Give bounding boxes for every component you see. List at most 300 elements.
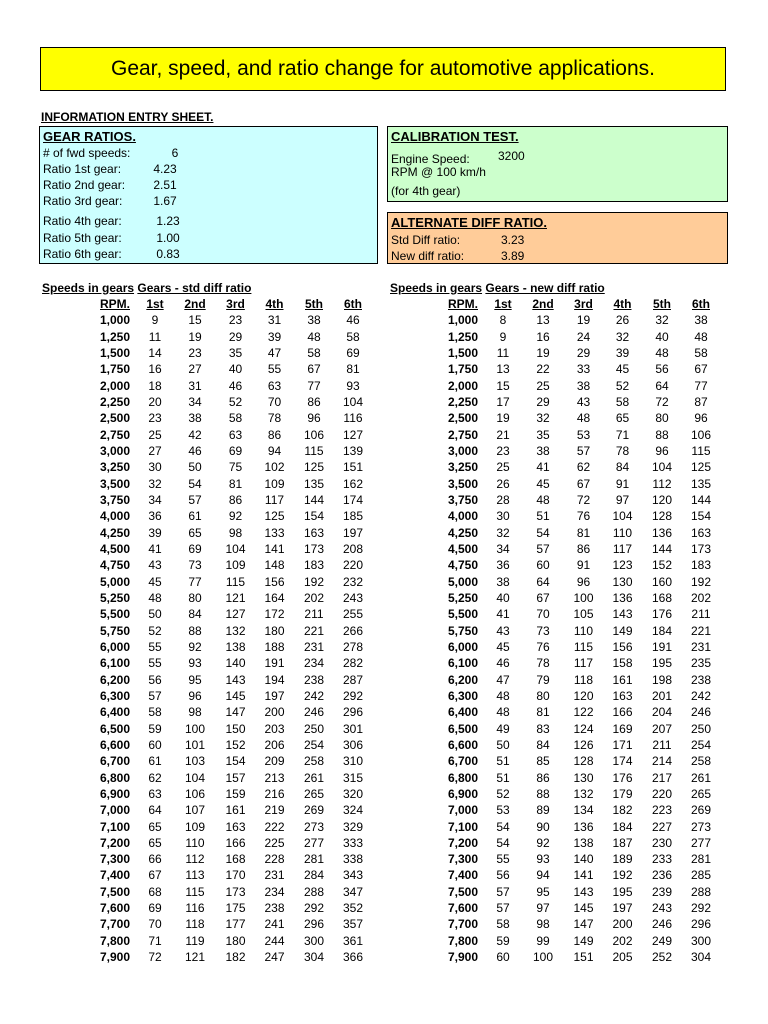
alt-diff-heading: ALTERNATE DIFF RATIO. — [391, 215, 547, 230]
speed-cell: 304 — [303, 950, 325, 965]
speed-cell: 106 — [303, 427, 325, 442]
speed-cell: 81 — [576, 525, 591, 540]
speed-cell: 16 — [148, 362, 162, 377]
speed-cell: 250 — [690, 721, 712, 736]
table-row — [388, 819, 720, 835]
speed-cell: 197 — [264, 688, 285, 703]
table-row — [388, 525, 720, 541]
speed-cell: 197 — [612, 901, 633, 916]
gear-ratio-value[interactable]: 4.23 — [153, 162, 177, 176]
gear-ratios-heading: GEAR RATIOS. — [43, 129, 136, 144]
new-diff-value[interactable]: 3.89 — [501, 249, 525, 263]
speed-cell: 292 — [690, 901, 712, 916]
table-row — [40, 623, 372, 639]
table-row — [40, 541, 372, 557]
speed-cell: 231 — [264, 868, 285, 883]
speed-cell: 98 — [188, 705, 202, 720]
speed-cell: 93 — [188, 656, 202, 671]
rpm-cell: 7,100 — [447, 819, 478, 834]
speed-cell: 220 — [342, 558, 364, 573]
speed-cell: 106 — [690, 427, 712, 442]
speed-cell: 15 — [188, 313, 202, 328]
speed-cell: 50 — [148, 607, 162, 622]
speed-cell: 54 — [188, 476, 202, 491]
speed-cell: 242 — [690, 688, 712, 703]
rpm-cell: 7,200 — [447, 835, 478, 850]
table-row — [388, 606, 720, 622]
speed-cell: 116 — [343, 411, 363, 426]
speed-cell: 81 — [536, 705, 550, 720]
speed-cell: 80 — [536, 688, 550, 703]
speed-cell: 25 — [496, 460, 510, 475]
speed-cell: 86 — [576, 541, 591, 556]
speed-cell: 164 — [264, 590, 285, 605]
rpm-cell: 5,750 — [447, 623, 478, 638]
speed-cell: 56 — [655, 362, 669, 377]
speed-cell: 220 — [651, 786, 673, 801]
speed-cell: 343 — [342, 868, 364, 883]
speed-cell: 69 — [148, 901, 162, 916]
table-row — [388, 329, 720, 345]
speed-cell: 170 — [225, 868, 246, 883]
gear-ratio-value[interactable]: 1.00 — [156, 231, 180, 245]
speed-cell: 48 — [496, 705, 510, 720]
speed-cell: 176 — [612, 770, 633, 785]
speed-cell: 159 — [225, 786, 246, 801]
speed-cell: 156 — [264, 574, 285, 589]
speed-cell: 243 — [651, 901, 673, 916]
rpm-label: RPM @ 100 km/h — [391, 165, 486, 179]
speed-cell: 135 — [303, 476, 325, 491]
sheet-label: INFORMATION ENTRY SHEET. — [41, 110, 214, 124]
speed-cell: 30 — [148, 460, 162, 475]
speed-cell: 156 — [612, 639, 633, 654]
speed-cell: 357 — [342, 917, 364, 932]
speed-cell: 239 — [651, 884, 673, 899]
rpm-cell: 6,900 — [99, 786, 130, 801]
speed-cell: 124 — [573, 721, 594, 736]
rpm-cell: 7,400 — [99, 868, 130, 883]
speed-cell: 36 — [148, 509, 162, 524]
new-table-body — [388, 312, 720, 965]
table-row — [40, 802, 372, 818]
speed-cell: 133 — [264, 525, 285, 540]
speed-cell: 58 — [148, 705, 162, 720]
speed-cell: 125 — [303, 460, 325, 475]
speed-cell: 121 — [184, 950, 206, 965]
speed-cell: 147 — [573, 917, 594, 932]
speed-cell: 166 — [612, 705, 633, 720]
speed-cell: 122 — [573, 705, 594, 720]
speed-cell: 177 — [225, 917, 246, 932]
speed-cell: 324 — [342, 803, 364, 818]
gear-ratio-value[interactable]: 6 — [171, 146, 179, 160]
speed-cell: 329 — [342, 819, 364, 834]
speed-cell: 62 — [148, 770, 162, 785]
gear-ratio-value[interactable]: 0.83 — [156, 247, 180, 261]
speed-cell: 51 — [496, 754, 510, 769]
rpm-cell: 2,500 — [99, 411, 130, 426]
speed-cell: 207 — [651, 721, 673, 736]
speed-cell: 258 — [303, 754, 325, 769]
speed-cell: 135 — [690, 476, 712, 491]
speed-cell: 123 — [612, 558, 633, 573]
gear-ratio-value[interactable]: 1.23 — [156, 214, 180, 228]
rpm-cell: 6,600 — [99, 737, 130, 752]
speed-cell: 32 — [655, 313, 669, 328]
speed-cell: 182 — [612, 803, 633, 818]
speed-cell: 116 — [185, 901, 205, 916]
speed-cell: 88 — [536, 786, 550, 801]
speed-cell: 182 — [225, 950, 246, 965]
rpm-cell: 4,000 — [99, 509, 130, 524]
speed-cell: 163 — [612, 688, 633, 703]
speed-cell: 219 — [264, 803, 285, 818]
speed-cell: 104 — [184, 770, 206, 785]
table-row — [388, 949, 720, 965]
speed-cell: 47 — [267, 345, 282, 360]
table-row — [388, 312, 720, 328]
speed-cell: 34 — [188, 394, 202, 409]
speed-cell: 306 — [342, 737, 364, 752]
speed-cell: 16 — [536, 329, 550, 344]
speed-cell: 273 — [690, 819, 712, 834]
speed-cell: 192 — [303, 574, 325, 589]
speed-cell: 115 — [573, 639, 594, 654]
rpm-cell: 7,000 — [447, 803, 478, 818]
speed-cell: 104 — [651, 460, 673, 475]
speed-cell: 281 — [690, 852, 712, 867]
speed-cell: 84 — [536, 737, 550, 752]
speed-cell: 43 — [148, 558, 162, 573]
speed-cell: 296 — [690, 917, 712, 932]
speed-cell: 78 — [615, 443, 630, 458]
speed-cell: 138 — [225, 639, 246, 654]
speed-cell: 175 — [225, 901, 246, 916]
gear-ratio-value[interactable]: 2.51 — [153, 178, 177, 192]
speed-cell: 95 — [188, 672, 202, 687]
speed-cell: 57 — [536, 541, 550, 556]
speed-cell: 285 — [690, 868, 712, 883]
std-section-label — [42, 281, 251, 295]
speed-cell: 31 — [188, 378, 202, 393]
speed-cell: 109 — [225, 558, 246, 573]
speed-cell: 48 — [694, 329, 708, 344]
speed-cell: 90 — [536, 819, 550, 834]
speed-cell: 130 — [612, 574, 633, 589]
speed-cell: 104 — [225, 541, 246, 556]
gear-ratios-panel — [39, 126, 378, 264]
speed-cell: 102 — [264, 460, 285, 475]
speed-cell: 198 — [651, 672, 673, 687]
speed-cell: 202 — [612, 933, 633, 948]
speed-cell: 304 — [690, 950, 712, 965]
rpm-cell: 4,500 — [99, 541, 130, 556]
std-table-body — [40, 312, 372, 965]
speed-cell: 163 — [690, 525, 712, 540]
rpm-cell: 1,500 — [447, 345, 478, 360]
speed-cell: 247 — [264, 950, 285, 965]
rpm-cell: 6,200 — [99, 672, 130, 687]
speed-cell: 261 — [690, 770, 712, 785]
rpm-cell: 5,000 — [99, 574, 130, 589]
rpm-cell: 6,000 — [447, 639, 478, 654]
speed-cell: 58 — [346, 329, 360, 344]
gear-ratio-value[interactable]: 1.67 — [153, 194, 177, 208]
rpm-cell: 2,000 — [447, 378, 478, 393]
speed-cell: 19 — [536, 345, 550, 360]
std-diff-label: Std Diff ratio: — [391, 233, 461, 247]
speed-cell: 76 — [576, 509, 591, 524]
gear-ratio-label: Ratio 5th gear: — [43, 231, 122, 245]
speed-cell: 200 — [264, 705, 285, 720]
speed-cell: 70 — [148, 917, 162, 932]
rpm-cell: 6,100 — [99, 656, 130, 671]
speed-cell: 64 — [536, 574, 550, 589]
std-diff-value[interactable]: 3.23 — [501, 233, 525, 247]
rpm-cell: 7,400 — [447, 868, 478, 883]
calibration-panel — [387, 126, 728, 202]
speed-cell: 49 — [496, 721, 510, 736]
speed-cell: 57 — [496, 901, 510, 916]
table-row — [388, 753, 720, 769]
speed-cell: 169 — [612, 721, 633, 736]
rpm-cell: 2,500 — [447, 411, 478, 426]
speed-cell: 300 — [690, 933, 712, 948]
speed-cell: 246 — [651, 917, 673, 932]
speed-cell: 67 — [148, 868, 162, 883]
rpm-cell: 1,500 — [99, 345, 130, 360]
rpm-cell: 7,700 — [447, 917, 478, 932]
speed-cell: 110 — [612, 525, 633, 540]
speed-cell: 95 — [536, 884, 550, 899]
speed-cell: 58 — [615, 394, 630, 409]
table-row — [40, 639, 372, 655]
speed-cell: 96 — [307, 411, 321, 426]
rpm-cell: 6,500 — [447, 721, 478, 736]
speed-cell: 36 — [496, 558, 510, 573]
speed-cell: 91 — [615, 476, 630, 491]
speed-cell: 29 — [576, 345, 591, 360]
speed-cell: 144 — [303, 492, 325, 507]
speed-cell: 315 — [342, 770, 364, 785]
speed-cell: 75 — [228, 460, 243, 475]
speed-cell: 45 — [148, 574, 162, 589]
speed-cell: 223 — [651, 803, 673, 818]
speed-cell: 86 — [307, 394, 321, 409]
speed-cell: 214 — [651, 754, 673, 769]
speed-cell: 38 — [496, 574, 510, 589]
speed-cell: 104 — [612, 509, 633, 524]
table-row — [388, 590, 720, 606]
speed-cell: 230 — [651, 835, 673, 850]
rpm-cell: 4,000 — [447, 509, 478, 524]
speed-cell: 211 — [652, 737, 672, 752]
speed-cell: 15 — [496, 378, 510, 393]
speed-cell: 100 — [573, 590, 594, 605]
speed-cell: 145 — [225, 688, 246, 703]
speed-cell: 33 — [576, 362, 591, 377]
speed-cell: 99 — [536, 933, 550, 948]
speed-cell: 48 — [307, 329, 321, 344]
speed-cell: 58 — [307, 345, 321, 360]
speed-cell: 117 — [264, 492, 285, 507]
speed-cell: 30 — [496, 509, 510, 524]
speed-cell: 26 — [615, 313, 630, 328]
rpm-cell: 3,000 — [447, 443, 478, 458]
speed-cell: 238 — [264, 901, 285, 916]
speed-cell: 288 — [690, 884, 712, 899]
rpm-cell: 5,500 — [447, 607, 478, 622]
speed-cell: 88 — [188, 623, 202, 638]
speed-cell: 140 — [573, 852, 594, 867]
rpm-cell: 6,300 — [447, 688, 478, 703]
speed-cell: 93 — [346, 378, 360, 393]
speed-cell: 191 — [264, 656, 285, 671]
table-row — [388, 672, 720, 688]
speed-cell: 246 — [303, 705, 325, 720]
table-row — [40, 525, 372, 541]
speed-cell: 23 — [148, 411, 162, 426]
new-section-prefix: Speeds in gears — [390, 281, 483, 295]
speed-cell: 48 — [148, 590, 162, 605]
speed-cell: 188 — [264, 639, 285, 654]
table-row — [40, 312, 372, 328]
speed-cell: 54 — [536, 525, 550, 540]
speed-cell: 23 — [228, 313, 243, 328]
speed-cell: 72 — [576, 492, 591, 507]
column-header-gear: 6th — [344, 297, 362, 311]
table-row — [388, 737, 720, 753]
speed-cell: 52 — [228, 394, 243, 409]
table-row — [40, 378, 372, 394]
rpm-cell: 7,600 — [99, 901, 130, 916]
rpm-cell: 3,500 — [99, 476, 130, 491]
speed-cell: 78 — [267, 411, 282, 426]
table-row — [40, 688, 372, 704]
speed-cell: 57 — [188, 492, 202, 507]
rpm-cell: 5,250 — [99, 590, 130, 605]
speed-cell: 366 — [342, 950, 364, 965]
speed-cell: 54 — [496, 819, 510, 834]
speed-cell: 115 — [225, 574, 246, 589]
column-header-gear: 3rd — [226, 297, 245, 311]
speed-cell: 145 — [573, 901, 594, 916]
speed-cell: 115 — [304, 443, 324, 458]
table-row — [40, 345, 372, 361]
speed-cell: 132 — [225, 623, 246, 638]
speed-cell: 110 — [573, 623, 594, 638]
speed-cell: 227 — [651, 819, 673, 834]
new-section-title: Gears - new diff ratio — [485, 281, 605, 295]
speed-cell: 57 — [496, 884, 510, 899]
speed-cell: 258 — [690, 754, 712, 769]
speed-cell: 115 — [691, 443, 711, 458]
calibration-heading: CALIBRATION TEST. — [391, 129, 519, 144]
speed-cell: 152 — [651, 558, 673, 573]
speed-cell: 166 — [225, 835, 246, 850]
table-row — [388, 770, 720, 786]
rpm-cell: 7,300 — [99, 852, 130, 867]
speed-cell: 97 — [615, 492, 630, 507]
speed-cell: 55 — [267, 362, 282, 377]
speed-cell: 231 — [690, 639, 712, 654]
speed-cell: 60 — [496, 950, 510, 965]
speed-cell: 55 — [148, 639, 162, 654]
speed-cell: 26 — [496, 476, 510, 491]
column-header-gear: 4th — [265, 297, 284, 311]
column-header-gear: 4th — [613, 297, 632, 311]
rpm-cell: 6,900 — [447, 786, 478, 801]
speed-cell: 246 — [690, 705, 712, 720]
speed-cell: 23 — [496, 443, 510, 458]
speed-cell: 62 — [576, 460, 591, 475]
speed-cell: 69 — [346, 345, 360, 360]
speed-cell: 301 — [342, 721, 364, 736]
speed-cell: 203 — [264, 721, 285, 736]
speed-cell: 32 — [496, 525, 510, 540]
speed-cell: 19 — [576, 313, 591, 328]
speed-cell: 96 — [188, 688, 202, 703]
speed-cell: 197 — [342, 525, 364, 540]
speed-cell: 168 — [225, 852, 246, 867]
rpm-cell: 4,250 — [99, 525, 130, 540]
column-header-gear: 2nd — [184, 297, 206, 311]
speed-cell: 56 — [148, 672, 162, 687]
rpm-cell: 5,250 — [447, 590, 478, 605]
speed-cell: 278 — [342, 639, 364, 654]
rpm-cell: 6,600 — [447, 737, 478, 752]
speed-cell: 34 — [496, 541, 510, 556]
rpm-cell: 6,700 — [447, 754, 478, 769]
speed-cell: 20 — [148, 394, 162, 409]
speed-cell: 173 — [303, 541, 325, 556]
speed-cell: 143 — [612, 607, 633, 622]
table-row — [388, 786, 720, 802]
rpm-cell: 7,600 — [447, 901, 478, 916]
speed-cell: 104 — [342, 394, 364, 409]
speed-cell: 287 — [342, 672, 364, 687]
table-row — [40, 704, 372, 720]
std-section-title: Gears - std diff ratio — [137, 281, 252, 295]
speed-cell: 80 — [188, 590, 202, 605]
rpm-cell: 1,000 — [447, 313, 478, 328]
speed-cell: 150 — [225, 721, 246, 736]
speed-cell: 148 — [264, 558, 285, 573]
rpm-cell: 2,750 — [99, 427, 130, 442]
table-row — [40, 786, 372, 802]
speed-cell: 320 — [342, 786, 364, 801]
speed-cell: 204 — [651, 705, 673, 720]
speed-cell: 173 — [225, 884, 246, 899]
new-table-header — [388, 296, 720, 312]
speed-cell: 72 — [148, 950, 162, 965]
speed-cell: 98 — [228, 525, 243, 540]
page-title: Gear, speed, and ratio change for automotive applications. — [110, 57, 655, 80]
speed-cell: 130 — [573, 770, 594, 785]
speed-cell: 46 — [496, 656, 510, 671]
speed-cell: 9 — [151, 313, 159, 328]
table-row — [40, 819, 372, 835]
table-row — [40, 590, 372, 606]
speed-cell: 136 — [573, 819, 594, 834]
speed-cell: 119 — [185, 933, 205, 948]
table-row — [40, 476, 372, 492]
rpm-cell: 1,750 — [99, 362, 130, 377]
rpm-cell: 7,800 — [447, 933, 478, 948]
table-row — [40, 443, 372, 459]
engine-speed-value[interactable]: 3200 — [498, 149, 525, 163]
